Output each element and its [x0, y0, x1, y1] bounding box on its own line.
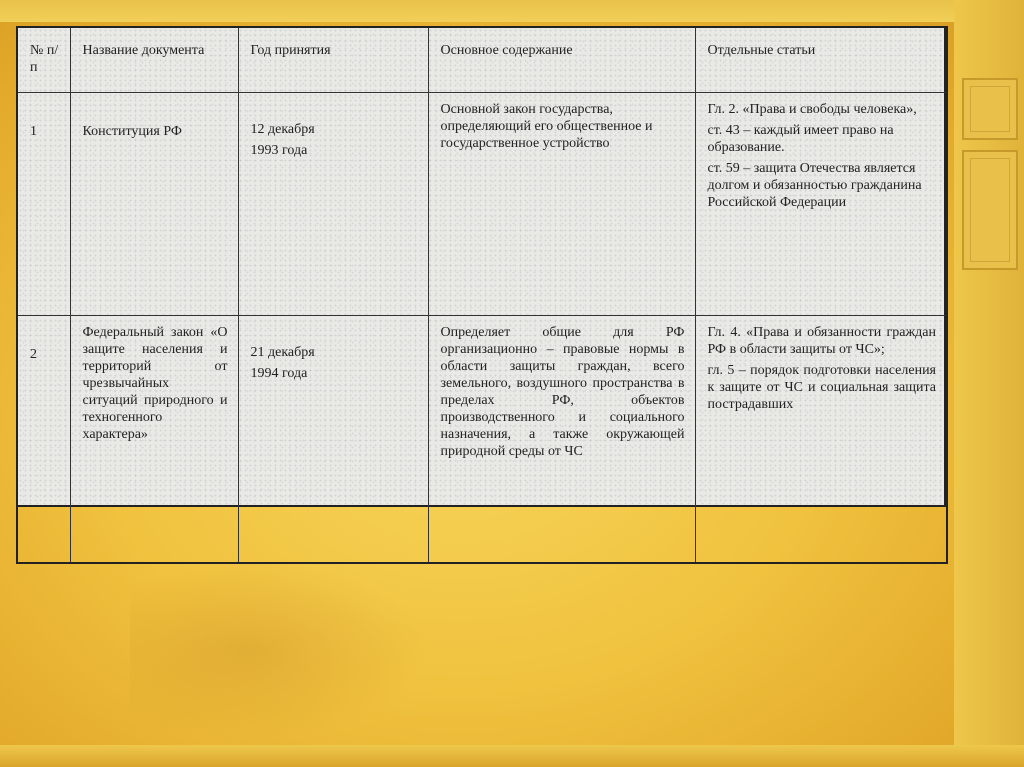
row-number: 1: [17, 93, 70, 316]
bottom-frame: [0, 745, 1024, 767]
documents-table: [16, 26, 948, 564]
row-year: [238, 93, 428, 316]
article-item: Гл. 2. «Права и свободы человека»,: [707, 102, 917, 117]
row-content: Основной закон государства, определяющий его общественное и государственное устройство: [428, 93, 695, 316]
article-item: Гл. 4. «Права и обязанности граждан РФ в области защиты от ЧС»;: [707, 325, 936, 357]
year-value: 1994 года: [250, 366, 308, 381]
row-content: Определяет общие для РФ организационно – правовые нормы в области защиты граждан, всего земельного, воздушного пространства в пределах РФ, объектов производственного и социального назначения, а также окружающей природной среды от ЧС: [428, 316, 695, 564]
header-articles: Отдельные статьи: [695, 27, 947, 93]
row-document-name: Федеральный закон «О защите населения и территорий от чрезвычайных ситуаций природного и техногенного характера»: [70, 316, 238, 564]
year-value: 1993 года: [250, 143, 308, 158]
row-number: 2: [17, 316, 70, 564]
year-day: 12 декабря: [250, 122, 315, 137]
header-year: Год принятия: [238, 27, 428, 93]
table-row: [17, 93, 947, 316]
table-row: [17, 316, 947, 564]
top-frame: [0, 0, 1024, 22]
header-content: Основное содержание: [428, 27, 695, 93]
row-document-name: Конституция РФ: [70, 93, 238, 316]
article-item: ст. 43 – каждый имеет право на образование.: [707, 123, 894, 155]
row-year: [238, 316, 428, 564]
table-header-row: [17, 27, 947, 93]
decorative-panel-bottom: [962, 150, 1018, 270]
decorative-panel-top: [962, 78, 1018, 140]
year-day: 21 декабря: [250, 345, 315, 360]
row-articles: [695, 93, 947, 316]
header-document-name: Название документа: [70, 27, 238, 93]
article-item: ст. 59 – защита Отечества является долгом и обязанностью гражданина Российской Федерации: [707, 161, 922, 210]
header-number: № п/п: [17, 27, 70, 93]
article-item: гл. 5 – порядок подготовки населения к защите от ЧС и социальная защита пострадавших: [707, 363, 936, 412]
background-figure: [130, 560, 430, 740]
right-frame: [954, 0, 1024, 767]
row-articles: [695, 316, 947, 564]
